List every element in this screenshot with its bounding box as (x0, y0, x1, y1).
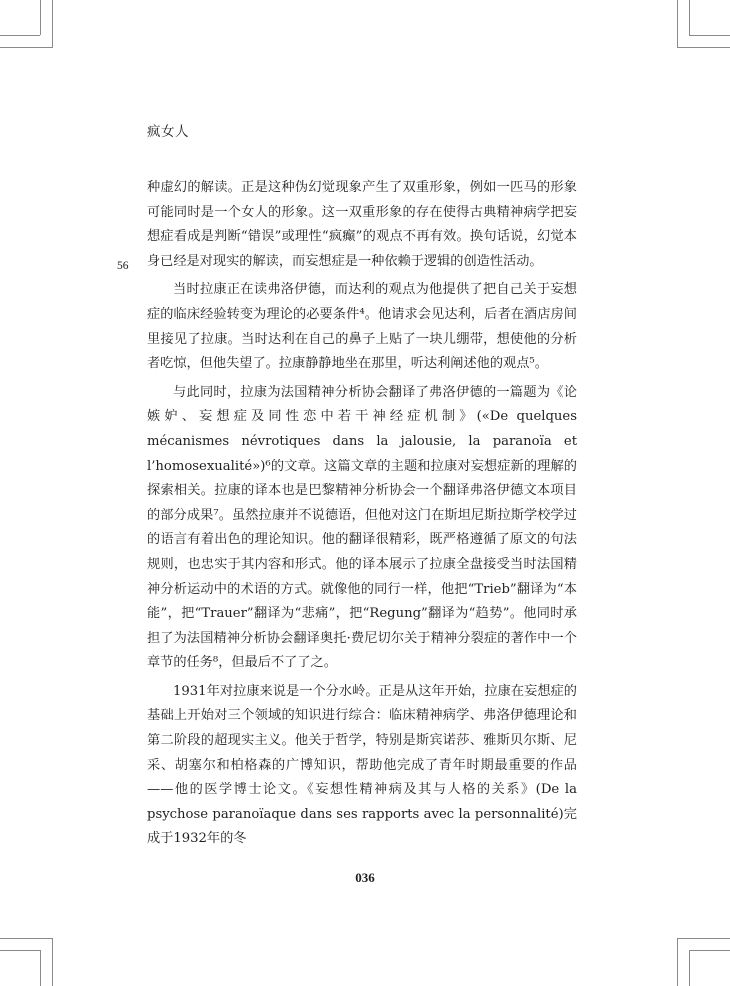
crop-mark-bottom-right-h2 (677, 938, 730, 939)
crop-mark-bottom-right-h (689, 950, 730, 951)
paragraph-2: 当时拉康正在读弗洛伊德，而达利的观点为他提供了把自己关于妄想症的临床经验转变为理论的必要条件⁴。他请求会见达利，后者在酒店房间里接见了拉康。当时达利在自己的鼻子上贴了一块儿绷带，想使他的分析者吃惊，但他失望了。拉康静静地坐在那里，听达利阐述他的观点⁵。 (147, 282, 577, 372)
crop-mark-top-right-v2 (677, 0, 678, 48)
running-head: 疯女人 (147, 124, 189, 140)
crop-mark-bottom-left-v2 (52, 938, 53, 986)
crop-mark-top-left-h2 (0, 47, 52, 48)
crop-mark-bottom-left-h (0, 950, 40, 951)
crop-mark-bottom-left-v (40, 950, 41, 986)
body-text (147, 176, 577, 852)
crop-mark-top-right-h2 (677, 47, 730, 48)
crop-mark-top-right-v (689, 0, 690, 35)
paragraph-4: 1931年对拉康来说是一个分水岭。正是从这年开始，拉康在妄想症的基础上开始对三个领域的知识进行综合：临床精神病学、弗洛伊德理论和第二阶段的超现实主义。他关于哲学，特别是斯宾诺莎、雅斯贝尔斯、尼采、胡塞尔和柏格森的广博知识，帮助他完成了青年时期最重要的作品——他的医学博士论文。《妄想性精神病及其与人格的关系》(De la psychose paranoïaque dans ses rapports avec la personnalité)完成于1932年的冬 (147, 683, 577, 847)
crop-mark-top-left-v2 (52, 0, 53, 48)
page-number: 036 (355, 870, 375, 885)
crop-mark-top-left-v (40, 0, 41, 35)
crop-mark-top-right-h (689, 35, 730, 36)
crop-mark-bottom-left-h2 (0, 938, 52, 939)
crop-mark-bottom-right-v (689, 950, 690, 986)
crop-mark-bottom-right-v2 (677, 938, 678, 986)
paragraph-3: 与此同时，拉康为法国精神分析协会翻译了弗洛伊德的一篇题为《论嫉妒、妄想症及同性恋中若干神经症机制》(«De quelques mécanismes névrotiques dans la jalousie, la paranoïa et l’homosexualité»)⁶的文章。这篇文章的主题和拉康对妄想症新的理解的探索相关。拉康的译本也是巴黎精神分析协会一个翻译弗洛伊德文本项目的部分成果⁷。虽然拉康并不说德语，但他对这门在斯坦尼斯拉斯学校学过的语言有着出色的理论知识。他的翻译很精彩，既严格遵循了原文的句法规则，也忠实于其内容和形式。他的译本展示了拉康全盘接受当时法国精神分析运动中的术语的方式。就像他的同行一样，他把“Trieb”翻译为“本能”，把“Trauer”翻译为“悲痛”，把“Regung”翻译为“趋势”。他同时承担了为法国精神分析协会翻译奥托·费尼切尔关于精神分裂症的著作中一个章节的任务⁸，但最后不了了之。 (147, 384, 577, 671)
margin-page-reference: 56 (117, 260, 129, 272)
crop-mark-top-left-h (0, 35, 40, 36)
paragraph-1: 种虚幻的解读。正是这种伪幻觉现象产生了双重形象，例如一匹马的形象可能同时是一个女人的形象。这一双重形象的存在使得古典精神病学把妄想症看成是判断“错误”或理性“疯癫”的观点不再有效。换句话说，幻觉本身已经是对现实的解读，而妄想症是一种依赖于逻辑的创造性活动。 (147, 180, 577, 269)
